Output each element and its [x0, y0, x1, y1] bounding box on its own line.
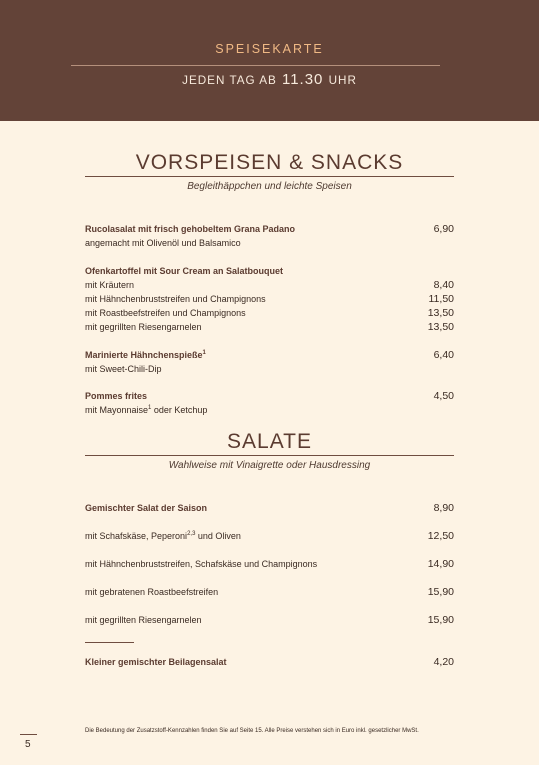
- footer-note: Die Bedeutung der Zusatzstoff-Kennzahlen finden Sie auf Seite 15. Alle Preise verstehen sich in Euro inkl. gesetzlicher MwSt.: [85, 728, 419, 734]
- item-name: Gemischter Salat der Saison: [85, 503, 208, 513]
- menu-item: [85, 264, 454, 278]
- item-name: Pommes frites: [85, 391, 148, 401]
- header-band: [0, 0, 539, 121]
- additive-marker: 2,3: [187, 531, 196, 537]
- item-price: 4,50: [433, 390, 454, 402]
- item-price: 13,50: [427, 307, 454, 319]
- menu-item-variant: [85, 613, 454, 627]
- item-name: mit Mayonnaise$^1$ oder Ketchup: [85, 405, 208, 415]
- menu-item-description: [85, 362, 454, 376]
- additive-marker: 1: [202, 350, 206, 356]
- page-number: 5: [25, 739, 31, 750]
- item-price: 13,50: [427, 321, 454, 333]
- item-divider: [85, 642, 134, 643]
- subtitle-post: UHR: [328, 74, 357, 87]
- item-name: Rucolasalat mit frisch gehobeltem Grana Padano: [85, 224, 296, 234]
- menu-item: [85, 222, 454, 236]
- item-price: 15,90: [427, 586, 454, 598]
- subtitle-pre: JEDEN TAG AB: [182, 74, 277, 87]
- item-name: mit Sweet-Chili-Dip: [85, 364, 162, 374]
- menu-item: [85, 501, 454, 515]
- menu-item-variant: [85, 306, 454, 320]
- menu-item-variant: [85, 278, 454, 292]
- item-price: 8,90: [433, 502, 454, 514]
- subtitle-time: 11.30: [281, 71, 324, 88]
- page-number-rule: [20, 734, 37, 735]
- item-price: 14,90: [427, 558, 454, 570]
- header-divider: [71, 65, 440, 66]
- item-name: mit Hähnchenbruststreifen, Schafskäse und Champignons: [85, 559, 318, 569]
- menu-item-variant: [85, 557, 454, 571]
- menu-title: SPEISEKARTE: [215, 42, 324, 56]
- item-name: Marinierte Hähnchenspieße$^1$: [85, 350, 206, 360]
- item-price: 6,40: [433, 349, 454, 361]
- item-name: Ofenkartoffel mit Sour Cream an Salatbouquet: [85, 266, 284, 276]
- section-title-vorspeisen: VORSPEISEN & SNACKS: [135, 151, 404, 174]
- additive-marker: 1: [148, 405, 152, 411]
- item-price: 15,90: [427, 614, 454, 626]
- menu-item-variant: [85, 292, 454, 306]
- section-divider: [85, 455, 454, 456]
- menu-item-description: [85, 403, 454, 417]
- item-price: 8,40: [433, 279, 454, 291]
- item-name: mit gegrillten Riesengarnelen: [85, 615, 202, 625]
- item-name: mit Hähnchenbruststreifen und Champignons: [85, 294, 266, 304]
- item-name: angemacht mit Olivenöl und Balsamico: [85, 238, 241, 248]
- menu-item-variant: [85, 320, 454, 334]
- item-name: Kleiner gemischter Beilagensalat: [85, 657, 227, 667]
- item-name: mit gebratenen Roastbeefstreifen: [85, 587, 219, 597]
- menu-subtitle: [0, 71, 539, 88]
- menu-item-description: [85, 236, 454, 250]
- item-price: 4,20: [433, 656, 454, 668]
- menu-item: [85, 655, 454, 669]
- item-name: mit Kräutern: [85, 280, 135, 290]
- item-name: mit gegrillten Riesengarnelen: [85, 322, 202, 332]
- section-subtitle: Begleithäppchen und leichte Speisen: [187, 181, 352, 192]
- menu-item-variant: [85, 529, 454, 543]
- item-price: 11,50: [428, 293, 454, 305]
- menu-item-variant: [85, 585, 454, 599]
- item-price: 12,50: [427, 530, 454, 542]
- item-price: 6,90: [433, 223, 454, 235]
- menu-item: [85, 348, 454, 362]
- item-name: mit Roastbeefstreifen und Champignons: [85, 308, 246, 318]
- section-subtitle: Wahlweise mit Vinaigrette oder Hausdressing: [168, 460, 371, 471]
- section-title-salate: SALATE: [227, 430, 312, 453]
- menu-item: [85, 389, 454, 403]
- item-name: mit Schafskäse, Peperoni$^{2,3}$ und Oliven: [85, 531, 241, 541]
- section-divider: [85, 176, 454, 177]
